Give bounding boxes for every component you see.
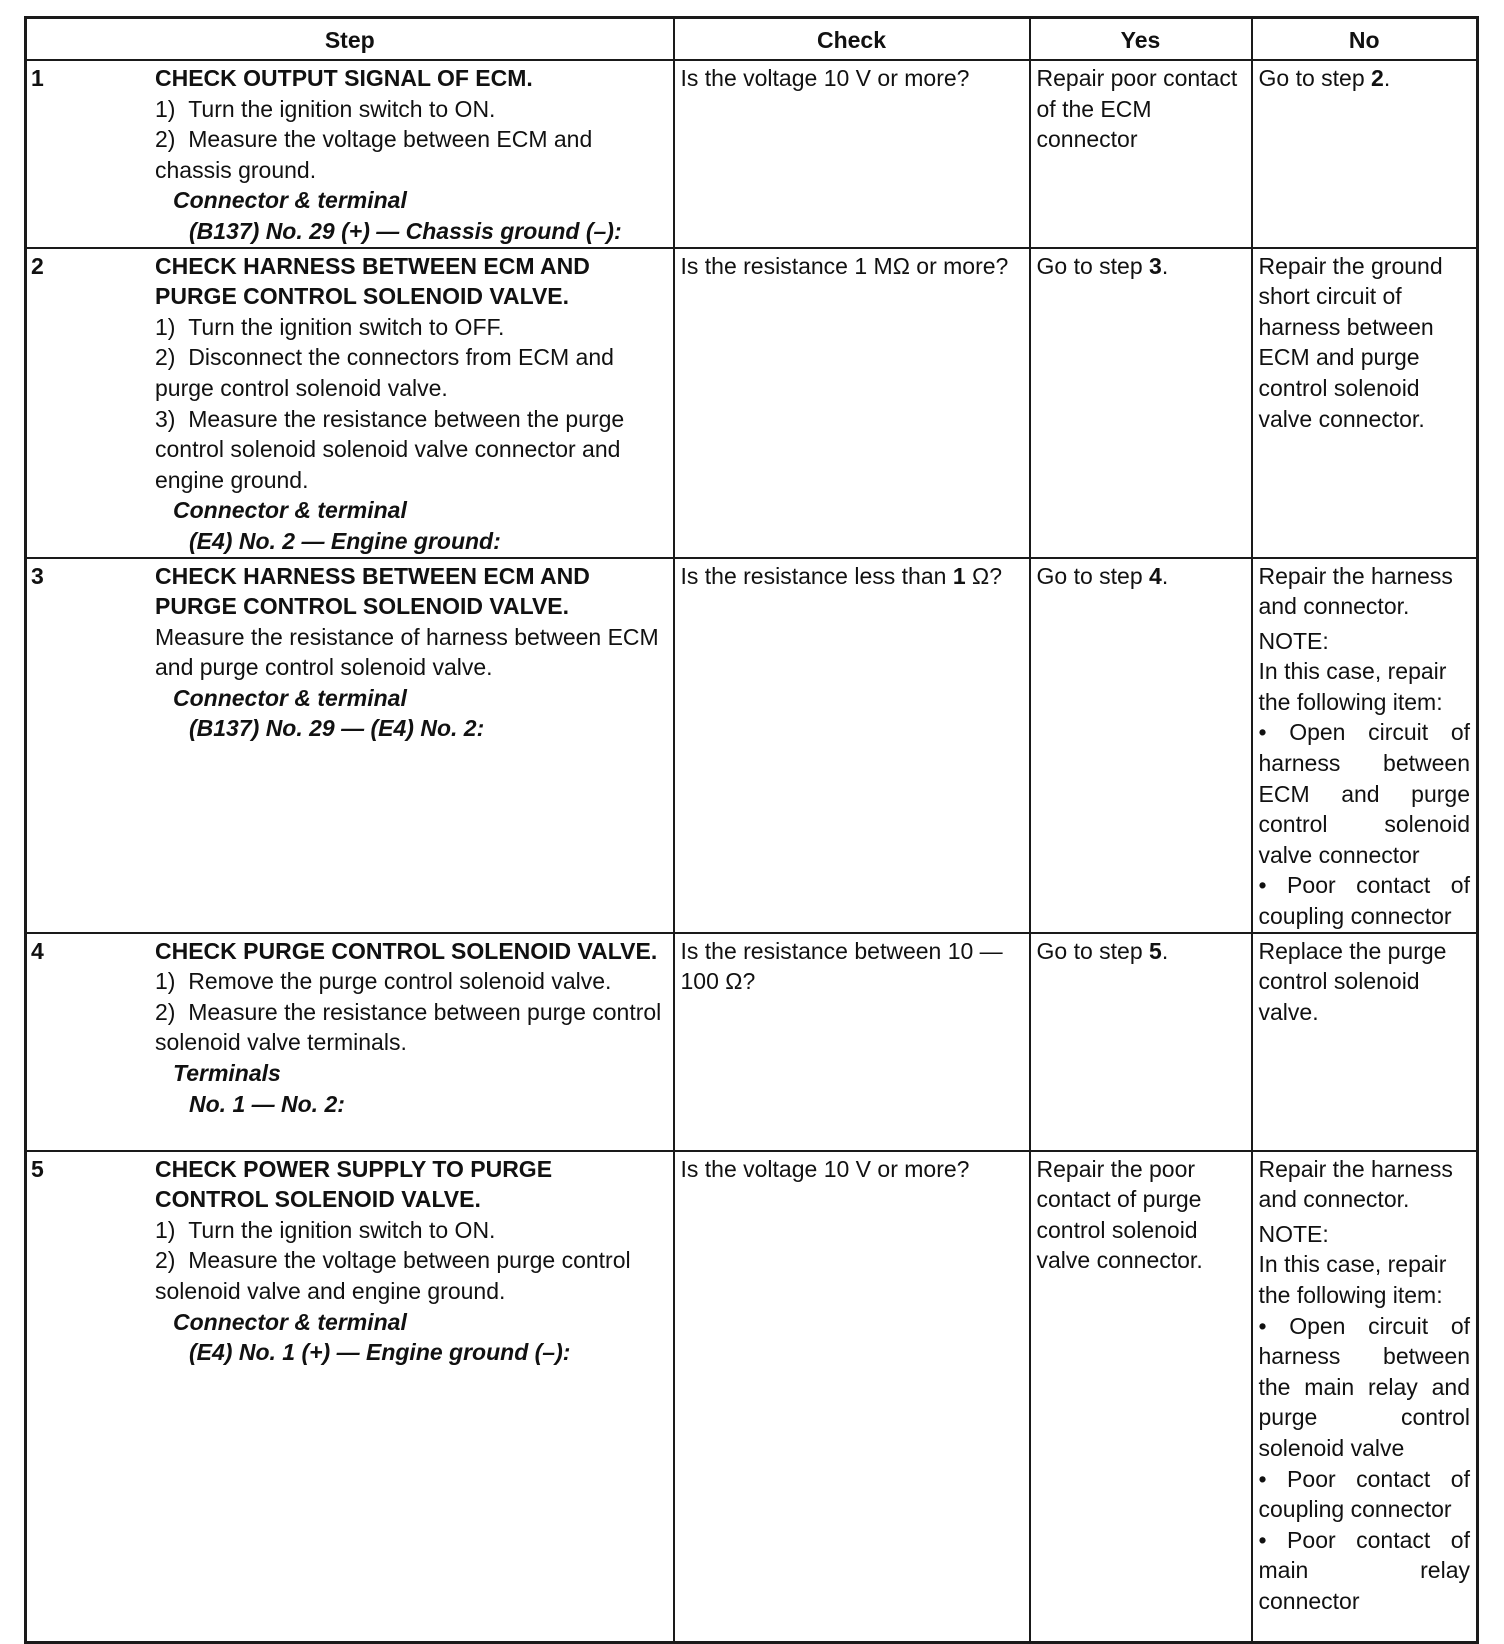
note-label: NOTE: (1258, 627, 1329, 654)
connector-label: Connector & terminal (173, 1308, 407, 1335)
step-cell (26, 248, 674, 558)
check-cell: Is the resistance 1 MΩ or more? (674, 248, 1030, 558)
connector-value: (B137) No. 29 (+) — Chassis ground (–): (189, 217, 622, 244)
check-cell (674, 558, 1030, 933)
step-instruction: 2) Measure the resistance between purge control solenoid valve terminals. (155, 998, 662, 1056)
table-row (26, 933, 1478, 1151)
step-instruction: 1) Remove the purge control solenoid valve. (155, 968, 612, 995)
step-title: CHECK HARNESS BETWEEN ECM AND PURGE CONTROL SOLENOID VALVE. (155, 562, 590, 620)
goto-text: Go to step (1036, 562, 1150, 589)
step-title: CHECK PURGE CONTROL SOLENOID VALVE. (155, 937, 658, 964)
no-cell (1252, 1151, 1478, 1643)
goto-text: Go to step (1036, 252, 1150, 279)
no-cell (1252, 60, 1478, 248)
check-cell: Is the resistance between 10 — 100 Ω? (674, 933, 1030, 1151)
step-cell (26, 933, 674, 1151)
check-text: Is the resistance less than (680, 562, 953, 589)
step-instruction: 3) Measure the resistance between the purge control solenoid solenoid valve connector and engine ground. (155, 405, 625, 493)
table-row (26, 558, 1478, 933)
step-title: CHECK POWER SUPPLY TO PURGE CONTROL SOLENOID VALVE. (155, 1155, 553, 1213)
note-line: In this case, repair the following item: (1258, 1251, 1447, 1308)
yes-cell: Repair the poor contact of purge control solenoid valve connector. (1030, 1151, 1252, 1643)
terminals-value: No. 1 — No. 2: (189, 1090, 345, 1117)
no-cell: Repair the ground short circuit of harness between ECM and purge control solenoid valve connector. (1252, 248, 1478, 558)
note-line: • Poor contact of main relay connector (1258, 1526, 1470, 1614)
connector-label: Connector & terminal (173, 497, 407, 524)
no-cell: Replace the purge control solenoid valve. (1252, 933, 1478, 1151)
terminals-label: Terminals (173, 1060, 281, 1086)
note-line: • Open circuit of harness between the main relay and purge control solenoid valve (1258, 1312, 1470, 1461)
goto-period: . (1161, 252, 1169, 279)
check-unit: Ω? (965, 562, 1002, 589)
connector-label: Connector & terminal (173, 684, 407, 711)
goto-text: Go to step (1036, 937, 1150, 964)
check-value: 1 (952, 562, 966, 589)
step-instruction: 1) Turn the ignition switch to ON. (155, 95, 496, 122)
goto-period: . (1161, 562, 1169, 589)
step-instruction: Measure the resistance of harness between ECM and purge control solenoid valve. (155, 623, 659, 681)
goto-step: 5 (1149, 937, 1162, 964)
step-cell (26, 60, 674, 248)
step-cell (26, 1151, 674, 1643)
header-no: No (1252, 18, 1478, 61)
step-instruction: 2) Disconnect the connectors from ECM and purge control solenoid valve. (155, 344, 614, 401)
goto-period: . (1383, 65, 1391, 91)
step-instruction: 2) Measure the voltage between purge control solenoid valve and engine ground. (155, 1247, 631, 1304)
table-row (26, 1151, 1478, 1643)
step-number: 2 (31, 252, 44, 279)
connector-label: Connector & terminal (173, 187, 407, 214)
step-instruction: 2) Measure the voltage between ECM and chassis ground. (155, 126, 593, 183)
connector-value: (B137) No. 29 — (E4) No. 2: (189, 715, 485, 742)
check-cell: Is the voltage 10 V or more? (674, 1151, 1030, 1643)
header-check: Check (674, 18, 1030, 61)
header-yes: Yes (1030, 18, 1252, 61)
step-number: 3 (31, 562, 44, 589)
diagnostic-table (24, 16, 1479, 1644)
yes-cell (1030, 558, 1252, 933)
connector-value: (E4) No. 1 (+) — Engine ground (–): (189, 1339, 571, 1366)
goto-text: Go to step (1258, 65, 1372, 91)
step-instruction: 1) Turn the ignition switch to OFF. (155, 313, 505, 340)
step-title: CHECK HARNESS BETWEEN ECM AND PURGE CONTROL SOLENOID VALVE. (155, 252, 590, 310)
yes-cell (1030, 248, 1252, 558)
connector-value: (E4) No. 2 — Engine ground: (189, 527, 501, 554)
step-number: 4 (31, 937, 44, 964)
step-title: CHECK OUTPUT SIGNAL OF ECM. (155, 65, 533, 91)
header-step: Step (26, 18, 674, 61)
goto-period: . (1161, 937, 1169, 964)
note-line: • Open circuit of harness between ECM and purge control solenoid valve connector (1258, 719, 1470, 868)
no-action: Repair the harness and connector. (1258, 1155, 1453, 1213)
step-instruction: 1) Turn the ignition switch to ON. (155, 1216, 496, 1243)
yes-cell: Repair poor contact of the ECM connector (1030, 60, 1252, 248)
note-label: NOTE: (1258, 1220, 1329, 1247)
note-line: In this case, repair the following item: (1258, 658, 1447, 715)
yes-cell (1030, 933, 1252, 1151)
note-line: • Poor contact of coupling connector (1258, 872, 1470, 930)
no-action: Repair the harness and connector. (1258, 562, 1453, 620)
goto-step: 2 (1371, 65, 1384, 91)
header-row (26, 18, 1478, 61)
table-row (26, 60, 1478, 248)
goto-step: 3 (1149, 252, 1162, 279)
note-line: • Poor contact of coupling connector (1258, 1465, 1470, 1523)
check-cell: Is the voltage 10 V or more? (674, 60, 1030, 248)
table-row (26, 248, 1478, 558)
goto-step: 4 (1149, 562, 1162, 589)
step-number: 1 (31, 65, 44, 91)
no-cell (1252, 558, 1478, 933)
step-number: 5 (31, 1155, 44, 1182)
step-cell (26, 558, 674, 933)
